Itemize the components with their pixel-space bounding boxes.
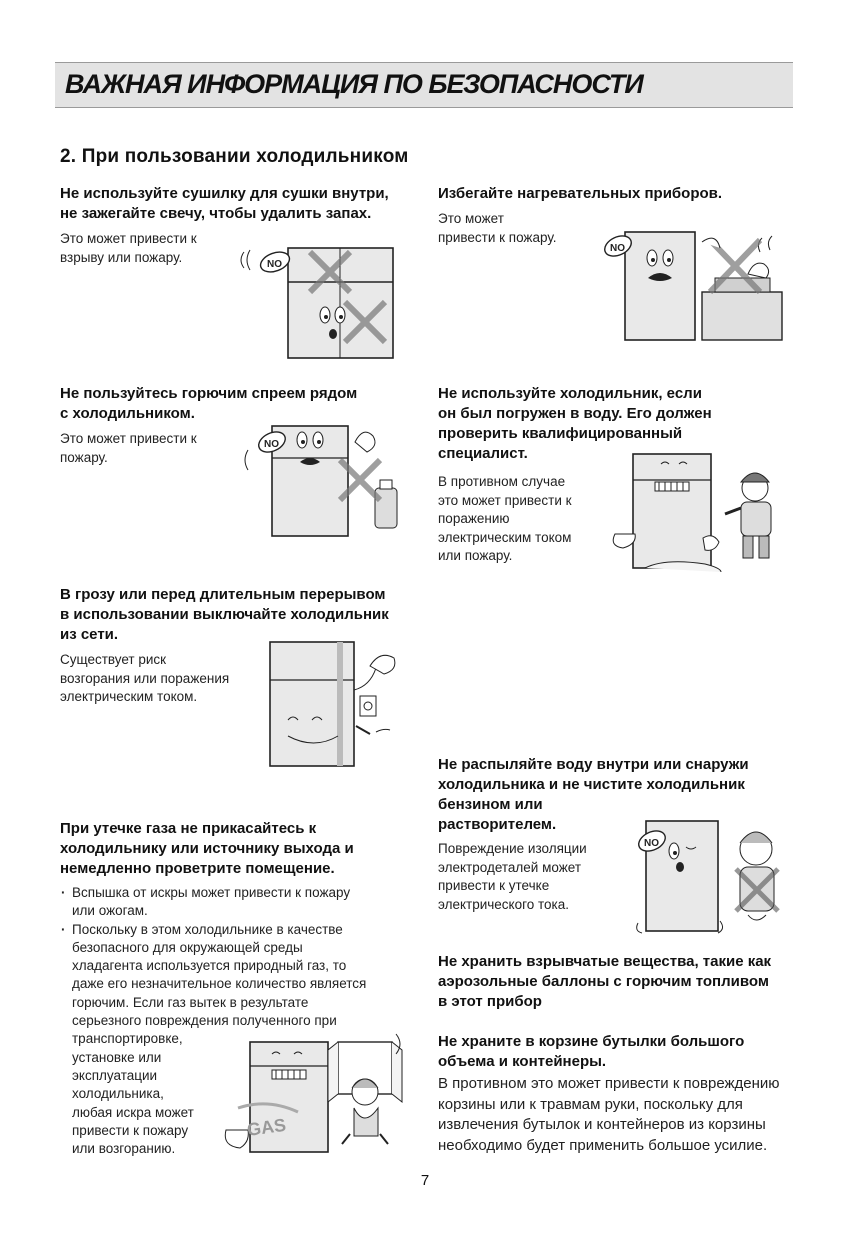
spray-heading: Не пользуйтесь горючим спреем рядом с холодильником.	[60, 385, 358, 422]
gas-label: GAS	[245, 1114, 288, 1140]
spraywater-text: Повреждение изоляции электродеталей может привести к утечке электрического тока.	[438, 841, 587, 912]
dryer-text: Это может привести к взрыву или пожару.	[60, 231, 197, 265]
page-header	[55, 62, 793, 108]
no-sign-label: NO	[264, 439, 279, 450]
water-text: В противном случае это может привести к поражению электрическим током или пожару.	[438, 474, 572, 563]
spraywater-heading: Не распыляйте воду внутри или снаружи холодильника и не чистите холодильник бензином или растворителем.	[438, 756, 749, 833]
water-illustration	[605, 448, 795, 573]
bottles-text: В противном это может привести к повреждению корзины или к травмам руки, поскольку для извлечения бутылок и контейнеров из корзины необходимо будет применить большое усилие.	[438, 1075, 780, 1154]
storm-heading: В грозу или перед длительным перерывом в использовании выключайте холодильник из сети.	[60, 586, 389, 643]
spraywater-illustration	[628, 815, 798, 940]
gas-heading: При утечке газа не прикасайтесь к холодильнику или источнику выхода и немедленно проветрите помещение.	[60, 820, 354, 877]
section-title: 2. При пользовании холодильником	[60, 146, 409, 167]
heaters-heading: Избегайте нагревательных приборов.	[438, 185, 723, 202]
no-sign-label: NO	[644, 838, 659, 849]
heaters-text: Это может привести к пожару.	[438, 211, 557, 245]
storm-illustration	[260, 636, 410, 768]
no-sign-label: NO	[610, 243, 625, 254]
dryer-heading: Не используйте сушилку для сушки внутри, не зажегайте свечу, чтобы удалить запах.	[60, 185, 389, 222]
spray-illustration	[240, 420, 420, 540]
no-sign-label: NO	[267, 259, 282, 270]
heaters-illustration	[590, 222, 790, 347]
gas-bullet-1: · Вспышка от искры может привести к пожару или ожогам.	[60, 884, 420, 921]
gas-bullet-2: · Поскольку в этом холодильнике в качестве безопасного для окружающей среды хладагента используется природный газ, то даже его незначительное количество является горючим. Если газ вытек в результате серьезного повреждения полученного при транспортировке, установке или эксплуатации холодильника, любая искра может привести к пожару или возгоранию.	[60, 921, 420, 1159]
storm-text: Существует риск возгорания или поражения электрическим током.	[60, 652, 230, 704]
dryer-illustration	[240, 240, 405, 365]
water-heading: Не используйте холодильник, если он был погружен в воду. Его должен проверить квалифицированный специалист.	[438, 385, 712, 462]
explosives-heading: Не хранить взрывчатые вещества, такие как аэрозольные баллоны с горючим топливом в этот прибор	[438, 953, 772, 1010]
page-number: 7	[420, 1172, 430, 1189]
page-title: ВАЖНАЯ ИНФОРМАЦИЯ ПО БЕЗОПАСНОСТИ	[65, 69, 643, 99]
gas-illustration	[220, 1030, 415, 1155]
bottles-heading: Не храните в корзине бутылки большого объема и контейнеры.	[438, 1033, 745, 1070]
spray-text: Это может привести к пожару.	[60, 431, 197, 465]
